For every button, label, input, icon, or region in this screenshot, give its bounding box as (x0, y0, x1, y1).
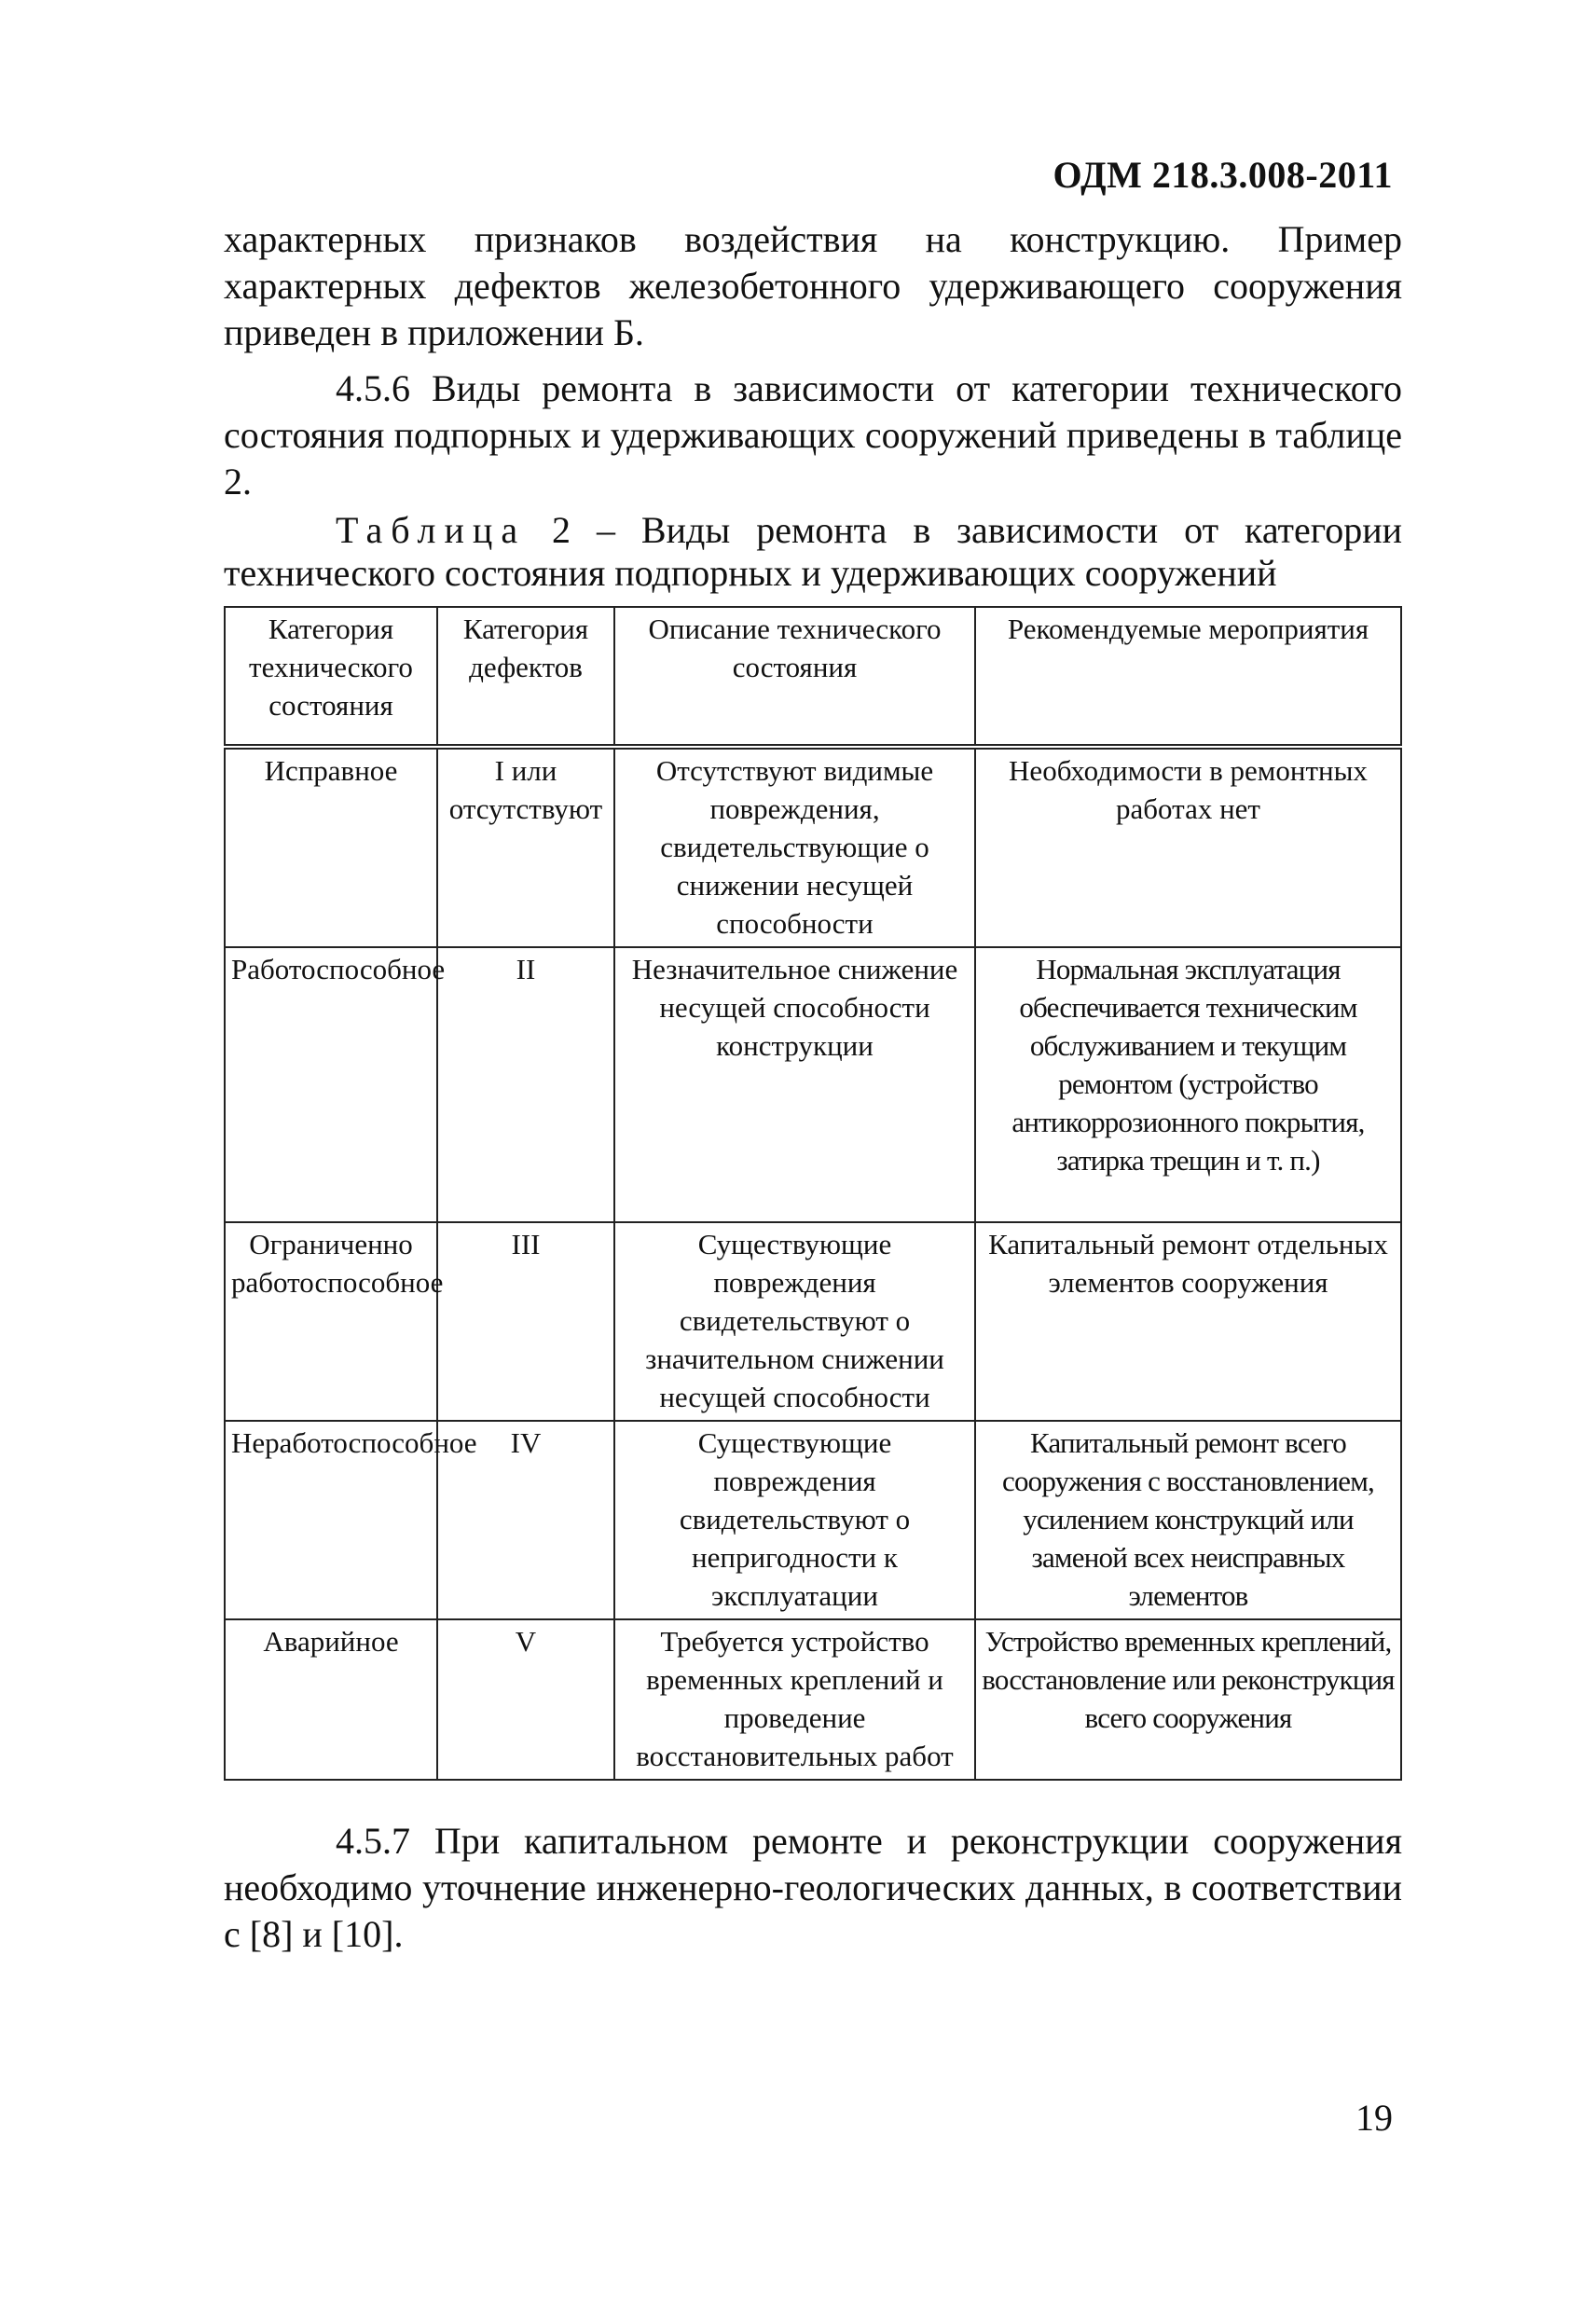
table-row (225, 747, 1401, 947)
paragraph-text: характерных признаков воздействия на конструкцию. Пример характерных дефектов железобетонного удерживающего сооружения приведен в приложении Б. (224, 218, 1402, 353)
page-number: 19 (1355, 2097, 1393, 2139)
table-caption-label: Таблица (336, 509, 527, 551)
repair-types-table (224, 606, 1402, 1781)
cell-condition-category: Аварийное (225, 1619, 437, 1780)
cell-condition-description: Незначительное снижение несущей способности конструкции (614, 947, 975, 1222)
cell-condition-category: Неработоспособное (225, 1421, 437, 1619)
cell-defect-category: I или отсутствуют (437, 747, 614, 947)
table-caption-number: 2 (552, 509, 571, 551)
table-row (225, 947, 1401, 1222)
cell-condition-description: Существующие повреждения свидетельствуют о непригодности к эксплуатации (614, 1421, 975, 1619)
cell-condition-category: Исправное (225, 747, 437, 947)
cell-recommended-measures: Капитальный ремонт отдельных элементов сооружения (975, 1222, 1401, 1421)
table-header-row (225, 607, 1401, 747)
paragraph-text: 4.5.7 При капитальном ремонте и реконструкции сооружения необходимо уточнение инженерно-геологических данных, в соответствии с [8] и [10]. (224, 1820, 1402, 1955)
cell-condition-description: Требуется устройство временных креплений и проведение восстановительных работ (614, 1619, 975, 1780)
paragraph-4-5-7 (224, 1818, 1402, 1958)
cell-defect-category: II (437, 947, 614, 1222)
cell-condition-description: Существующие повреждения свидетельствуют о значительном снижении несущей способности (614, 1222, 975, 1421)
cell-recommended-measures: Устройство временных креплений, восстановление или реконструкция всего сооружения (975, 1619, 1401, 1780)
document-code: ОДМ 218.3.008-2011 (1053, 154, 1393, 196)
cell-condition-description: Отсутствуют видимые повреждения, свидетельствующие о снижении несущей способности (614, 747, 975, 947)
cell-defect-category: V (437, 1619, 614, 1780)
header-condition-description: Описание технического состояния (614, 607, 975, 747)
table-row (225, 1619, 1401, 1780)
table-row (225, 1421, 1401, 1619)
cell-recommended-measures: Необходимости в ремонтных работах нет (975, 747, 1401, 947)
paragraph-4-5-6 (224, 365, 1402, 505)
paragraph-text: 4.5.6 Виды ремонта в зависимости от категории технического состояния подпорных и удерживающих сооружений приведены в таблице 2. (224, 367, 1402, 503)
header-condition-category: Категория технического состояния (225, 607, 437, 747)
cell-defect-category: III (437, 1222, 614, 1421)
cell-condition-category: Работоспособное (225, 947, 437, 1222)
cell-condition-category: Ограниченно работоспособное (225, 1222, 437, 1421)
header-defect-category: Категория дефектов (437, 607, 614, 747)
cell-defect-category: IV (437, 1421, 614, 1619)
cell-recommended-measures: Нормальная эксплуатация обеспечивается техническим обслуживанием и текущим ремонтом (устройство антикоррозионного покрытия, затирка трещин и т. п.) (975, 947, 1401, 1222)
table-row (225, 1222, 1401, 1421)
table-caption (224, 509, 1402, 595)
header-recommended-measures: Рекомендуемые мероприятия (975, 607, 1401, 747)
table-caption-text: – Виды ремонта в зависимости от категории технического состояния подпорных и удерживающих сооружений (224, 509, 1402, 594)
paragraph-continuation (224, 216, 1402, 356)
cell-recommended-measures: Капитальный ремонт всего сооружения с восстановлением, усилением конструкций или заменой всех неисправных элементов (975, 1421, 1401, 1619)
